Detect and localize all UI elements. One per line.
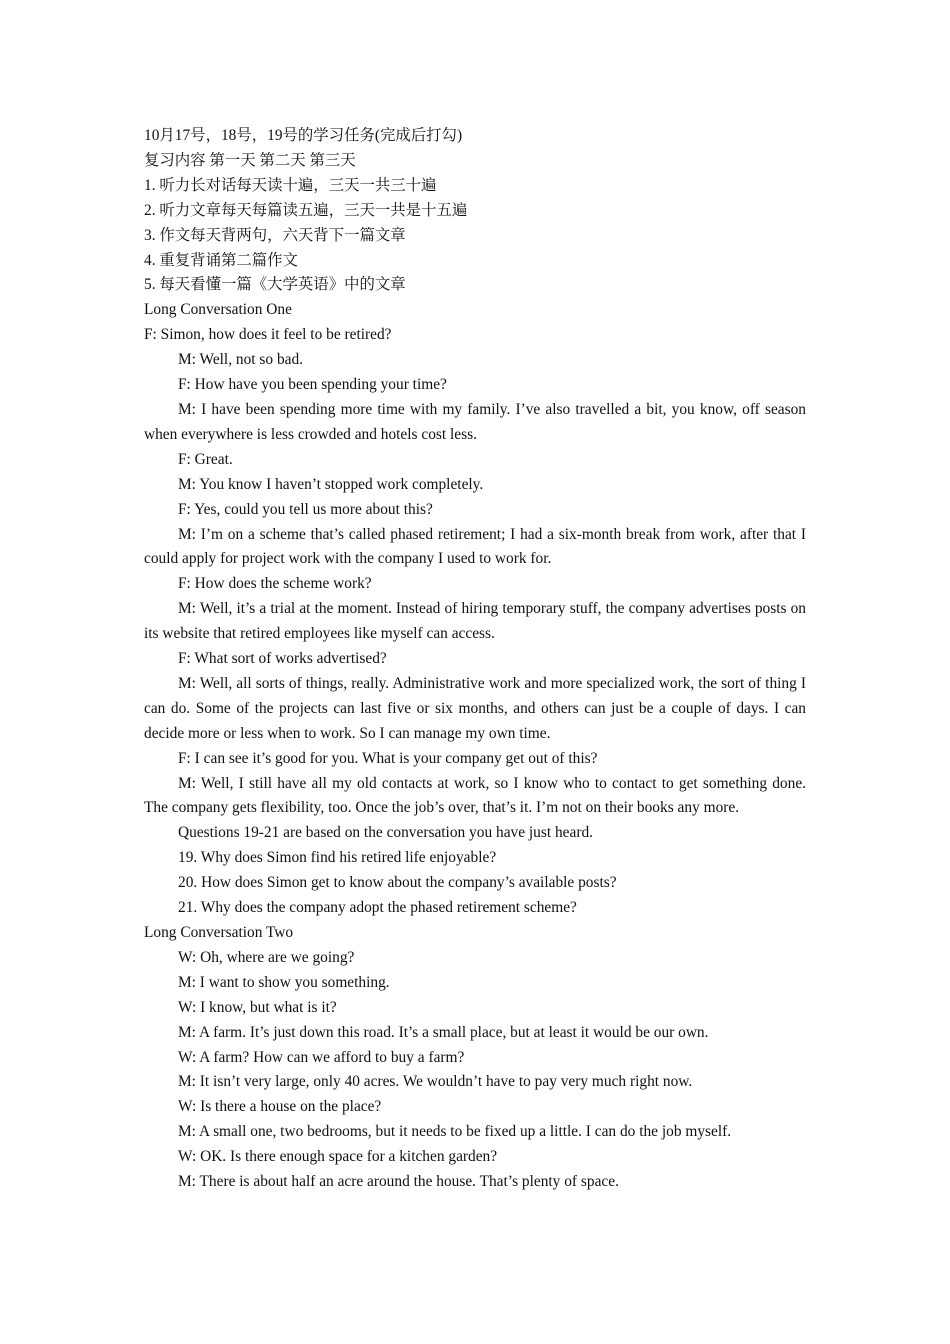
question-item: 21. Why does the company adopt the phased retirement scheme?	[178, 899, 577, 917]
question-item: 20. How does Simon get to know about the company’s available posts?	[178, 874, 617, 892]
dialogue-line: W: A farm? How can we afford to buy a farm?	[178, 1048, 465, 1066]
dialogue-line: M: Well, I still have all my old contacts at work, so I know who to contact to get something done. The company gets flexibility, too. Once the job’s over, that’s it. I’m not on their books any more.	[144, 774, 806, 817]
dialogue-line: F: Yes, could you tell us more about this?	[178, 500, 433, 518]
dialogue-line: M: You know I haven’t stopped work completely.	[178, 475, 484, 493]
dialogue-line: M: Well, not so bad.	[178, 351, 304, 369]
dialogue-line: W: Is there a house on the place?	[178, 1098, 382, 1116]
dialogue-line: F: Simon, how does it feel to be retired?	[144, 326, 392, 344]
dialogue-line: W: I know, but what is it?	[178, 998, 337, 1016]
section-heading-conversation-two: Long Conversation Two	[144, 924, 294, 941]
task-columns: 复习内容 第一天 第二天 第三天	[144, 151, 356, 169]
dialogue-line: W: OK. Is there enough space for a kitchen garden?	[178, 1148, 498, 1166]
dialogue-line: W: Oh, where are we going?	[178, 948, 355, 966]
questions-intro: Questions 19-21 are based on the conversation you have just heard.	[178, 824, 594, 842]
dialogue-line: M: It isn’t very large, only 40 acres. We wouldn’t have to pay very much right now.	[178, 1073, 693, 1091]
dialogue-line: M: A small one, two bedrooms, but it needs to be fixed up a little. I can do the job myself.	[178, 1123, 732, 1141]
dialogue-line: M: I want to show you something.	[178, 973, 390, 991]
section-heading-conversation-one: Long Conversation One	[144, 301, 292, 319]
dialogue-line: F: How does the scheme work?	[178, 575, 372, 593]
dialogue-line: F: I can see it’s good for you. What is your company get out of this?	[178, 749, 598, 767]
dialogue-line: F: How have you been spending your time?	[178, 376, 447, 394]
task-item: 1. 听力长对话每天读十遍，三天一共三十遍	[144, 176, 437, 194]
dialogue-line: M: Well, it’s a trial at the moment. Instead of hiring temporary stuff, the company advertises posts on its website that retired employees like myself can access.	[144, 600, 806, 643]
dialogue-line: F: What sort of works advertised?	[178, 650, 387, 668]
task-item: 3. 作文每天背两句，六天背下一篇文章	[144, 226, 406, 244]
task-title: 10月17号，18号，19号的学习任务(完成后打勾)	[144, 127, 463, 144]
document-page	[144, 124, 806, 1195]
dialogue-line: M: There is about half an acre around the house. That’s plenty of space.	[178, 1173, 619, 1191]
question-item: 19. Why does Simon find his retired life enjoyable?	[178, 849, 497, 867]
dialogue-line: M: A farm. It’s just down this road. It’s a small place, but at least it would be our own.	[178, 1023, 709, 1041]
dialogue-line: M: I have been spending more time with my family. I’ve also travelled a bit, you know, off season when everywhere is less crowded and hotels cost less.	[144, 400, 806, 443]
dialogue-line: F: Great.	[178, 450, 233, 468]
task-item: 2. 听力文章每天每篇读五遍，三天一共是十五遍	[144, 201, 468, 219]
dialogue-line: M: Well, all sorts of things, really. Administrative work and more specialized work, the sort of thing I can do. Some of the projects can last five or six months, and others can just be a couple of days. I can decide more or less when to work. So I can manage my own time.	[144, 674, 806, 742]
task-item: 5. 每天看懂一篇《大学英语》中的文章	[144, 276, 406, 294]
task-item: 4. 重复背诵第二篇作文	[144, 251, 298, 269]
dialogue-line: M: I’m on a scheme that’s called phased retirement; I had a six-month break from work, after that I could apply for project work with the company I used to work for.	[144, 525, 806, 568]
